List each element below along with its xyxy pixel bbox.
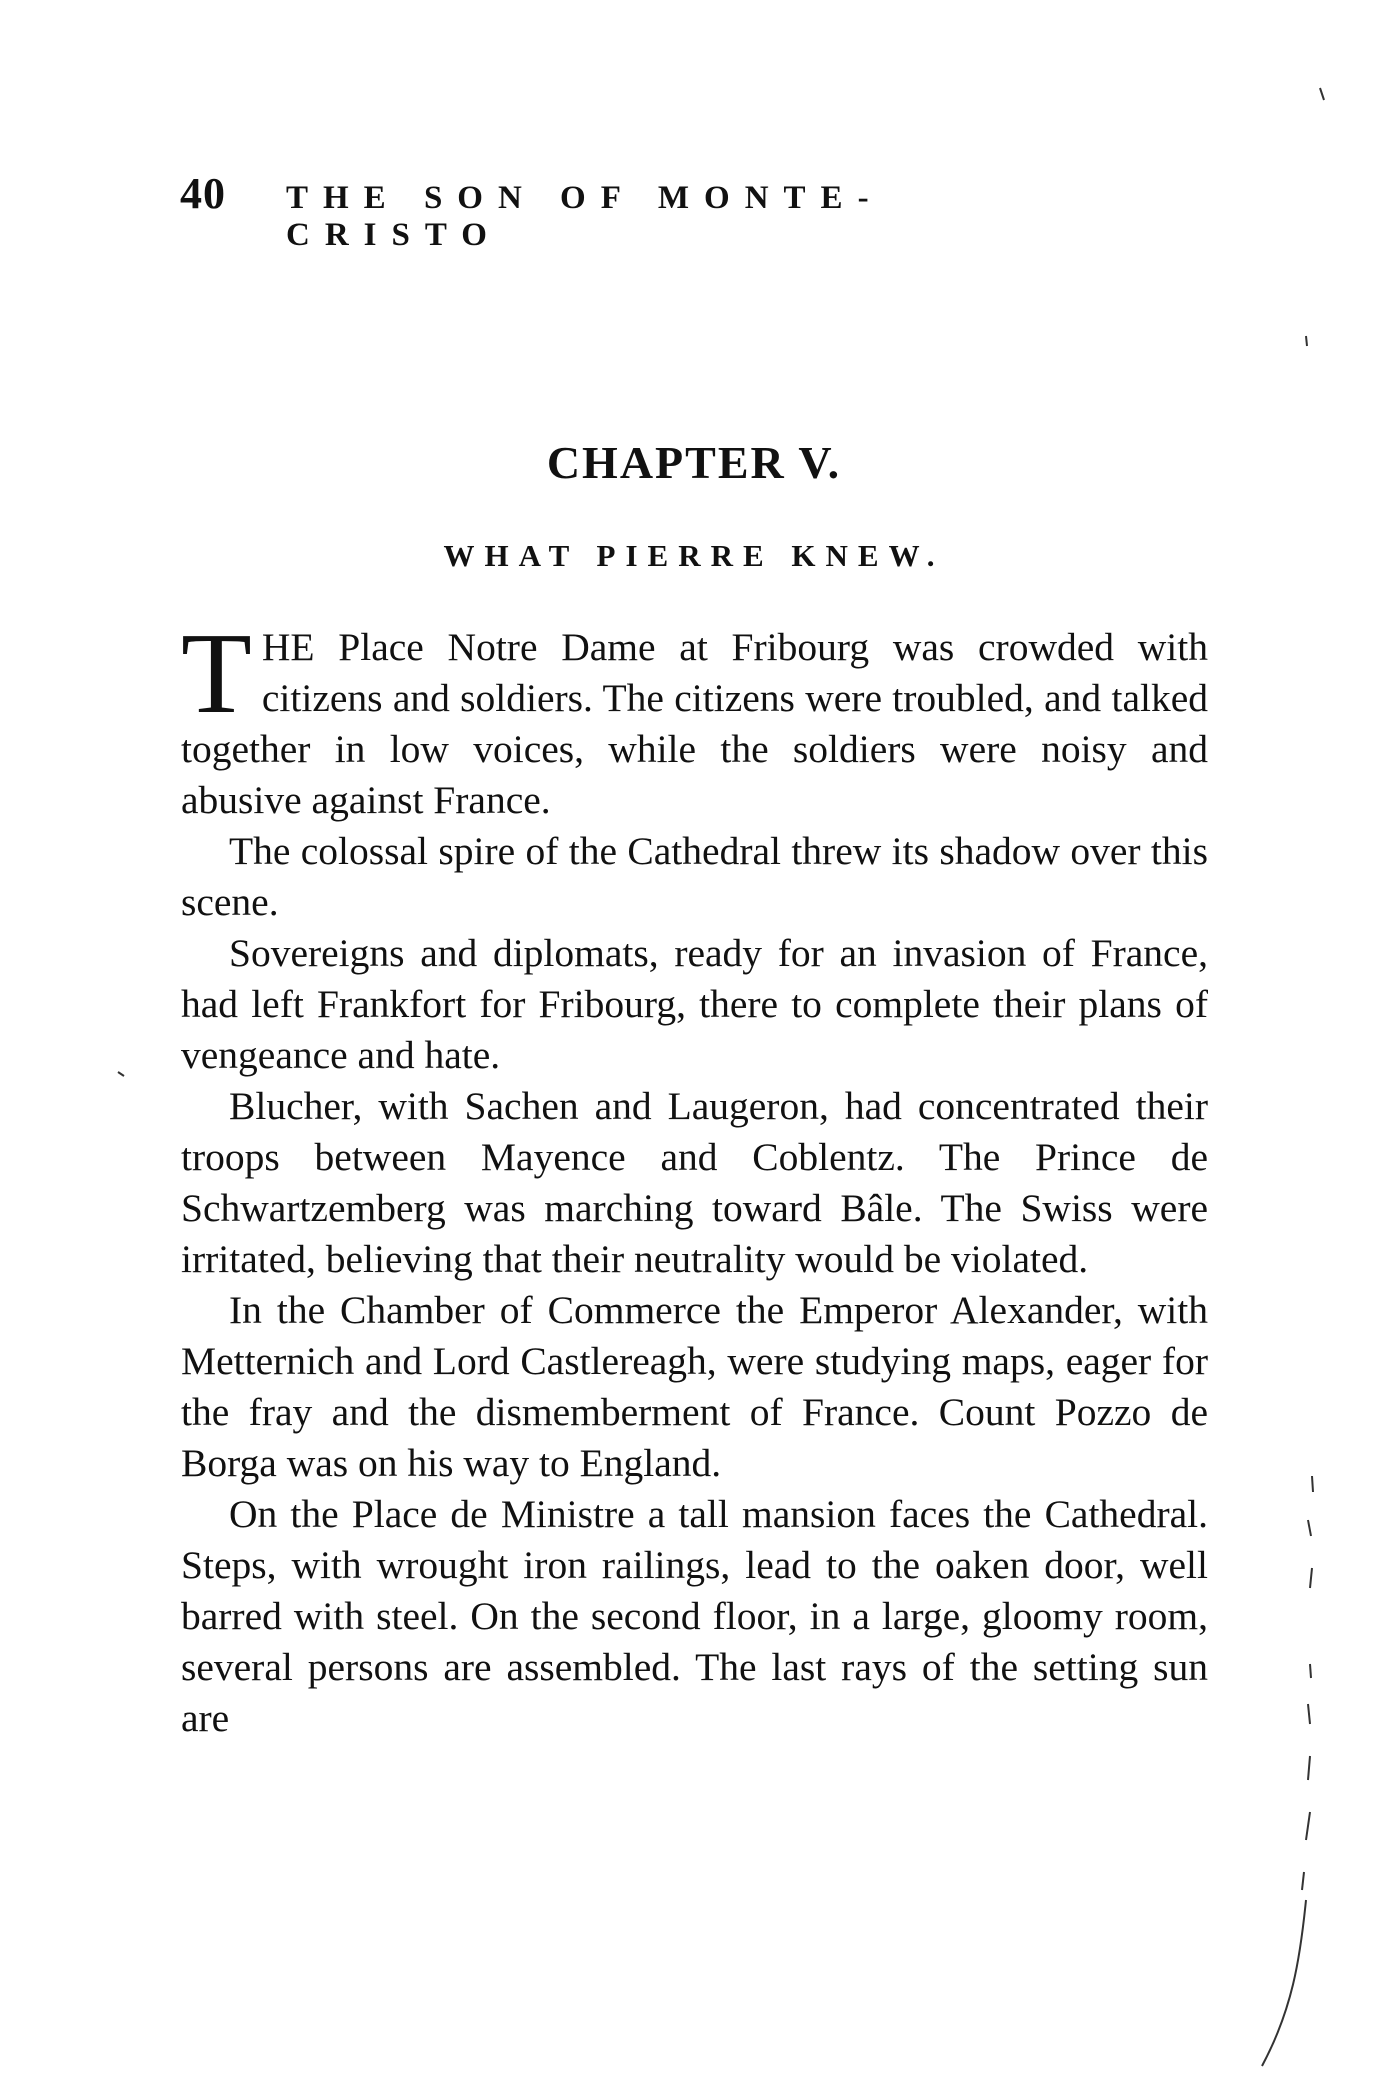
paragraph-4: Blucher, with Sachen and Laugeron, had concentrated their troops between Mayence and Coblentz. The Prince de Schwartzemberg was marching toward Bâle. The Swiss were irritated, believing that their neutrality would be violated. <box>181 1084 1208 1281</box>
drop-cap: T <box>181 622 252 738</box>
body-text <box>181 622 1208 1962</box>
page-number: 40 <box>180 169 226 218</box>
paragraph-1 <box>181 622 1208 826</box>
chapter-title: CHAPTER V. <box>546 437 842 488</box>
chapter-subtitle: WHAT PIERRE KNEW. <box>443 538 945 573</box>
paragraph-6: On the Place de Ministre a tall mansion faces the Cathedral. Steps, with wrought iron railings, lead to the oaken door, well barred with steel. On the second floor, in a large, gloomy room, several persons are assembled. The last rays of the setting sun are <box>181 1492 1208 1740</box>
scan-mark <box>1262 1900 1306 2066</box>
scan-mark <box>1312 1476 1313 1492</box>
scan-mark <box>118 1072 124 1076</box>
paragraph-5: In the Chamber of Commerce the Emperor Alexander, with Metternich and Lord Castlereagh, were studying maps, eager for the fray and the dismemberment of France. Count Pozzo de Borga was on his way to England. <box>181 1288 1208 1485</box>
paragraph-2: The colossal spire of the Cathedral threw its shadow over this scene. <box>181 829 1208 924</box>
running-title: THE SON OF MONTE-CRISTO <box>286 180 884 253</box>
paragraph-3: Sovereigns and diplomats, ready for an invasion of France, had left Frankfort for Fribourg, there to complete their plans of vengeance and hate. <box>181 931 1208 1077</box>
paragraph-1-text: HE Place Notre Dame at Fribourg was crowded with citizens and soldiers. The citizens were troubled, and talked together in low voices, while the soldiers were noisy and abusive against France. <box>181 625 1208 822</box>
scan-mark <box>1308 1704 1310 1724</box>
running-head <box>180 168 1080 253</box>
scan-mark <box>1320 88 1324 100</box>
scan-mark <box>1306 1812 1310 1840</box>
scan-mark <box>1306 336 1307 346</box>
scan-mark <box>1302 1872 1304 1890</box>
scan-mark <box>1310 1664 1311 1678</box>
scan-mark <box>1308 1520 1311 1536</box>
scan-mark <box>1310 1568 1312 1588</box>
scan-mark <box>1308 1756 1310 1780</box>
